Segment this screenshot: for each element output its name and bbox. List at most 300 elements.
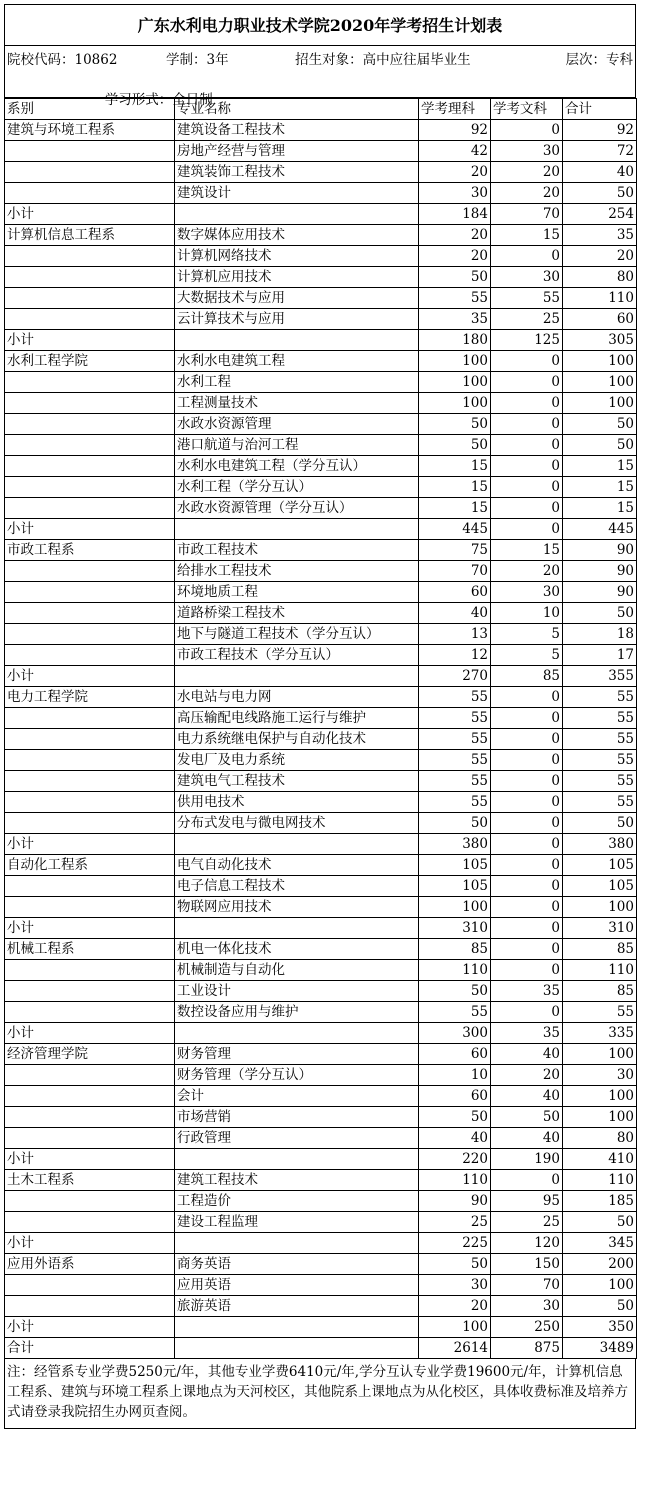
cell-major: 工业设计 [175,981,419,1002]
cell-total: 110 [563,288,637,309]
cell-total: 100 [563,351,637,372]
cell-major: 给排水工程技术 [175,561,419,582]
cell-arts: 25 [491,309,563,330]
cell-dept: 小计 [5,666,175,687]
cell-arts: 85 [491,666,563,687]
cell-total: 185 [563,1191,637,1212]
cell-science: 13 [419,624,491,645]
cell-science: 10 [419,1065,491,1086]
cell-dept [5,1065,175,1086]
table-row [5,393,637,414]
cell-total: 85 [563,939,637,960]
cell-major: 水政水资源管理 [175,414,419,435]
cell-dept: 合计 [5,1338,175,1359]
cell-major: 道路桥梁工程技术 [175,603,419,624]
cell-dept [5,162,175,183]
cell-dept [5,309,175,330]
cell-major: 机械制造与自动化 [175,960,419,981]
page-title: 广东水利电力职业技术学院2020年学考招生计划表 [4,4,636,46]
cell-dept [5,183,175,204]
cell-science: 105 [419,876,491,897]
table-row [5,204,637,225]
cell-major [175,918,419,939]
cell-arts: 0 [491,834,563,855]
cell-science: 55 [419,729,491,750]
cell-total: 100 [563,1107,637,1128]
cell-major: 计算机应用技术 [175,267,419,288]
cell-major: 数字媒体应用技术 [175,225,419,246]
cell-total: 50 [563,603,637,624]
cell-total: 50 [563,435,637,456]
cell-science: 100 [419,351,491,372]
table-row [5,750,637,771]
cell-arts: 25 [491,1212,563,1233]
cell-science: 50 [419,813,491,834]
cell-arts: 5 [491,624,563,645]
header-major: 专业名称 [175,99,419,120]
cell-total: 90 [563,582,637,603]
table-row [5,708,637,729]
cell-arts: 70 [491,204,563,225]
header-arts: 学考文科 [491,99,563,120]
cell-arts: 30 [491,582,563,603]
cell-science: 270 [419,666,491,687]
table-row [5,855,637,876]
cell-dept [5,981,175,1002]
cell-total: 55 [563,708,637,729]
footnote: 注：经管系专业学费5250元/年，其他专业学费6410元/年,学分互认专业学费19600元/年，计算机信息工程系、建筑与环境工程系上课地点为天河校区，其他院系上课地点为从化校区，具体收费标准及培养方式请登录我院招生办网页查阅。 [4,1359,636,1429]
cell-total: 110 [563,960,637,981]
cell-science: 20 [419,225,491,246]
cell-total: 55 [563,729,637,750]
cell-major: 水利水电建筑工程 [175,351,419,372]
header-total: 合计 [563,99,637,120]
table-row [5,981,637,1002]
cell-arts: 250 [491,1317,563,1338]
cell-dept: 建筑与环境工程系 [5,120,175,141]
cell-dept [5,624,175,645]
cell-dept [5,246,175,267]
cell-science: 310 [419,918,491,939]
cell-dept [5,897,175,918]
cell-science: 220 [419,1149,491,1170]
table-row [5,225,637,246]
cell-major: 机电一体化技术 [175,939,419,960]
cell-science: 55 [419,771,491,792]
cell-dept [5,414,175,435]
cell-arts: 5 [491,645,563,666]
table-row [5,771,637,792]
cell-science: 105 [419,855,491,876]
table-row [5,1275,637,1296]
cell-dept [5,792,175,813]
cell-arts: 0 [491,855,563,876]
table-row [5,1254,637,1275]
cell-dept [5,456,175,477]
cell-major: 分布式发电与微电网技术 [175,813,419,834]
cell-dept: 电力工程学院 [5,687,175,708]
cell-major: 市政工程技术 [175,540,419,561]
cell-dept [5,1296,175,1317]
cell-science: 35 [419,309,491,330]
cell-science: 50 [419,1254,491,1275]
cell-science: 55 [419,288,491,309]
table-row [5,162,637,183]
cell-dept [5,1128,175,1149]
cell-arts: 55 [491,288,563,309]
table-row [5,834,637,855]
cell-dept [5,477,175,498]
cell-major: 市政工程技术（学分互认） [175,645,419,666]
cell-major: 大数据技术与应用 [175,288,419,309]
cell-arts: 30 [491,1296,563,1317]
cell-total: 60 [563,309,637,330]
table-row [5,624,637,645]
cell-arts: 0 [491,477,563,498]
cell-science: 2614 [419,1338,491,1359]
cell-dept [5,1107,175,1128]
cell-arts: 10 [491,603,563,624]
enrollment-plan-sheet [4,4,636,1429]
cell-arts: 120 [491,1233,563,1254]
header-science: 学考理科 [419,99,491,120]
table-body [5,120,637,1359]
cell-major [175,1233,419,1254]
cell-arts: 0 [491,435,563,456]
cell-science: 300 [419,1023,491,1044]
cell-dept [5,141,175,162]
table-row [5,561,637,582]
cell-arts: 20 [491,162,563,183]
school-info [4,46,636,108]
table-row [5,876,637,897]
cell-total: 50 [563,1296,637,1317]
cell-arts: 0 [491,750,563,771]
cell-science: 92 [419,120,491,141]
cell-total: 105 [563,876,637,897]
cell-science: 445 [419,519,491,540]
cell-science: 380 [419,834,491,855]
cell-total: 30 [563,1065,637,1086]
cell-science: 110 [419,1170,491,1191]
cell-dept: 小计 [5,1317,175,1338]
cell-total: 55 [563,792,637,813]
cell-total: 50 [563,813,637,834]
cell-total: 72 [563,141,637,162]
cell-total: 55 [563,687,637,708]
cell-major: 房地产经营与管理 [175,141,419,162]
cell-major [175,330,419,351]
cell-arts: 95 [491,1191,563,1212]
cell-science: 42 [419,141,491,162]
cell-dept [5,1191,175,1212]
cell-science: 110 [419,960,491,981]
cell-major: 市场营销 [175,1107,419,1128]
cell-dept [5,1002,175,1023]
cell-major: 建筑工程技术 [175,1170,419,1191]
cell-dept: 小计 [5,519,175,540]
cell-dept [5,603,175,624]
table-row [5,1128,637,1149]
cell-science: 30 [419,183,491,204]
cell-total: 350 [563,1317,637,1338]
school-code: 院校代码：10862 [7,52,118,68]
cell-major: 建设工程监理 [175,1212,419,1233]
cell-total: 410 [563,1149,637,1170]
cell-dept [5,288,175,309]
cell-major: 水利工程（学分互认） [175,477,419,498]
cell-science: 100 [419,897,491,918]
cell-arts: 190 [491,1149,563,1170]
cell-dept: 小计 [5,330,175,351]
cell-science: 15 [419,477,491,498]
table-row [5,1233,637,1254]
cell-dept [5,708,175,729]
cell-dept: 小计 [5,1023,175,1044]
cell-total: 35 [563,225,637,246]
cell-major [175,519,419,540]
cell-total: 85 [563,981,637,1002]
cell-major: 会计 [175,1086,419,1107]
cell-arts: 0 [491,960,563,981]
table-row [5,540,637,561]
table-row [5,666,637,687]
cell-total: 90 [563,561,637,582]
cell-major: 计算机网络技术 [175,246,419,267]
cell-total: 40 [563,162,637,183]
cell-dept [5,435,175,456]
cell-arts: 40 [491,1128,563,1149]
cell-science: 100 [419,1317,491,1338]
table-row [5,792,637,813]
cell-major: 水电站与电力网 [175,687,419,708]
table-row [5,729,637,750]
cell-science: 55 [419,750,491,771]
table-row [5,897,637,918]
cell-total: 100 [563,1044,637,1065]
cell-dept: 计算机信息工程系 [5,225,175,246]
cell-arts: 0 [491,246,563,267]
cell-arts: 0 [491,771,563,792]
cell-total: 15 [563,498,637,519]
cell-major [175,1023,419,1044]
cell-science: 50 [419,435,491,456]
cell-arts: 875 [491,1338,563,1359]
cell-arts: 0 [491,792,563,813]
cell-arts: 20 [491,1065,563,1086]
cell-total: 380 [563,834,637,855]
cell-arts: 0 [491,372,563,393]
cell-total: 55 [563,1002,637,1023]
cell-arts: 0 [491,876,563,897]
cell-major: 工程造价 [175,1191,419,1212]
table-row [5,1065,637,1086]
cell-arts: 40 [491,1086,563,1107]
cell-major: 物联网应用技术 [175,897,419,918]
cell-total: 110 [563,1170,637,1191]
table-row [5,645,637,666]
cell-arts: 40 [491,1044,563,1065]
cell-major: 环境地质工程 [175,582,419,603]
table-row [5,960,637,981]
cell-total: 345 [563,1233,637,1254]
cell-arts: 0 [491,813,563,834]
cell-arts: 0 [491,708,563,729]
cell-major: 应用英语 [175,1275,419,1296]
cell-arts: 125 [491,330,563,351]
table-row [5,141,637,162]
cell-arts: 70 [491,1275,563,1296]
table-row [5,1107,637,1128]
cell-dept: 小计 [5,1233,175,1254]
cell-dept [5,1086,175,1107]
cell-dept [5,1212,175,1233]
cell-total: 55 [563,771,637,792]
cell-major: 发电厂及电力系统 [175,750,419,771]
cell-major: 高压输配电线路施工运行与维护 [175,708,419,729]
cell-arts: 0 [491,1002,563,1023]
cell-major: 财务管理 [175,1044,419,1065]
cell-dept [5,267,175,288]
cell-science: 55 [419,1002,491,1023]
table-row [5,603,637,624]
cell-dept [5,1275,175,1296]
cell-major: 水利工程 [175,372,419,393]
cell-science: 25 [419,1212,491,1233]
cell-science: 60 [419,1044,491,1065]
cell-science: 70 [419,561,491,582]
cell-science: 60 [419,582,491,603]
cell-total: 100 [563,393,637,414]
cell-dept [5,561,175,582]
cell-total: 92 [563,120,637,141]
table-row [5,519,637,540]
cell-total: 310 [563,918,637,939]
cell-science: 55 [419,708,491,729]
cell-total: 18 [563,624,637,645]
cell-science: 90 [419,1191,491,1212]
cell-total: 50 [563,414,637,435]
cell-major: 建筑电气工程技术 [175,771,419,792]
table-row [5,1212,637,1233]
cell-dept: 水利工程学院 [5,351,175,372]
cell-total: 90 [563,540,637,561]
cell-major: 云计算技术与应用 [175,309,419,330]
cell-science: 50 [419,1107,491,1128]
cell-arts: 30 [491,267,563,288]
table-row [5,918,637,939]
cell-science: 55 [419,687,491,708]
table-row [5,1317,637,1338]
cell-arts: 0 [491,393,563,414]
cell-arts: 0 [491,1170,563,1191]
cell-arts: 0 [491,414,563,435]
table-row [5,456,637,477]
cell-science: 184 [419,204,491,225]
cell-dept [5,393,175,414]
cell-major [175,834,419,855]
cell-science: 20 [419,162,491,183]
table-row [5,477,637,498]
cell-dept [5,771,175,792]
cell-major: 建筑装饰工程技术 [175,162,419,183]
cell-dept: 小计 [5,204,175,225]
table-row [5,435,637,456]
cell-arts: 0 [491,351,563,372]
cell-arts: 0 [491,897,563,918]
cell-dept [5,645,175,666]
cell-major [175,666,419,687]
table-row [5,687,637,708]
cell-total: 100 [563,897,637,918]
cell-total: 254 [563,204,637,225]
table-row [5,1296,637,1317]
cell-arts: 0 [491,519,563,540]
cell-major: 财务管理（学分互认） [175,1065,419,1086]
header-dept: 系别 [5,99,175,120]
cell-arts: 0 [491,918,563,939]
cell-dept [5,813,175,834]
cell-dept: 经济管理学院 [5,1044,175,1065]
cell-science: 40 [419,603,491,624]
cell-dept: 小计 [5,918,175,939]
cell-total: 100 [563,1275,637,1296]
cell-major: 水政水资源管理（学分互认） [175,498,419,519]
cell-major: 建筑设备工程技术 [175,120,419,141]
table-row [5,582,637,603]
table-row [5,1191,637,1212]
cell-major: 数控设备应用与维护 [175,1002,419,1023]
cell-total: 55 [563,750,637,771]
cell-major [175,1149,419,1170]
cell-dept [5,372,175,393]
cell-dept: 机械工程系 [5,939,175,960]
enroll-target: 招生对象：高中应往届毕业生 [295,52,471,68]
cell-arts: 150 [491,1254,563,1275]
cell-total: 445 [563,519,637,540]
cell-science: 20 [419,1296,491,1317]
table-row [5,1170,637,1191]
cell-total: 15 [563,456,637,477]
plan-table [4,98,637,1359]
table-row [5,1044,637,1065]
cell-dept [5,750,175,771]
table-row [5,183,637,204]
cell-arts: 0 [491,729,563,750]
cell-science: 20 [419,246,491,267]
cell-total: 80 [563,267,637,288]
cell-arts: 30 [491,141,563,162]
cell-science: 50 [419,267,491,288]
cell-total: 200 [563,1254,637,1275]
table-row [5,267,637,288]
cell-dept: 小计 [5,1149,175,1170]
cell-dept: 市政工程系 [5,540,175,561]
edu-level-part: 层次：专科 [565,52,633,68]
cell-dept [5,960,175,981]
cell-science: 12 [419,645,491,666]
table-row [5,498,637,519]
cell-total: 3489 [563,1338,637,1359]
table-row [5,1086,637,1107]
table-row [5,414,637,435]
cell-science: 180 [419,330,491,351]
cell-science: 50 [419,981,491,1002]
cell-arts: 0 [491,687,563,708]
cell-total: 50 [563,1212,637,1233]
cell-science: 15 [419,498,491,519]
cell-arts: 0 [491,456,563,477]
